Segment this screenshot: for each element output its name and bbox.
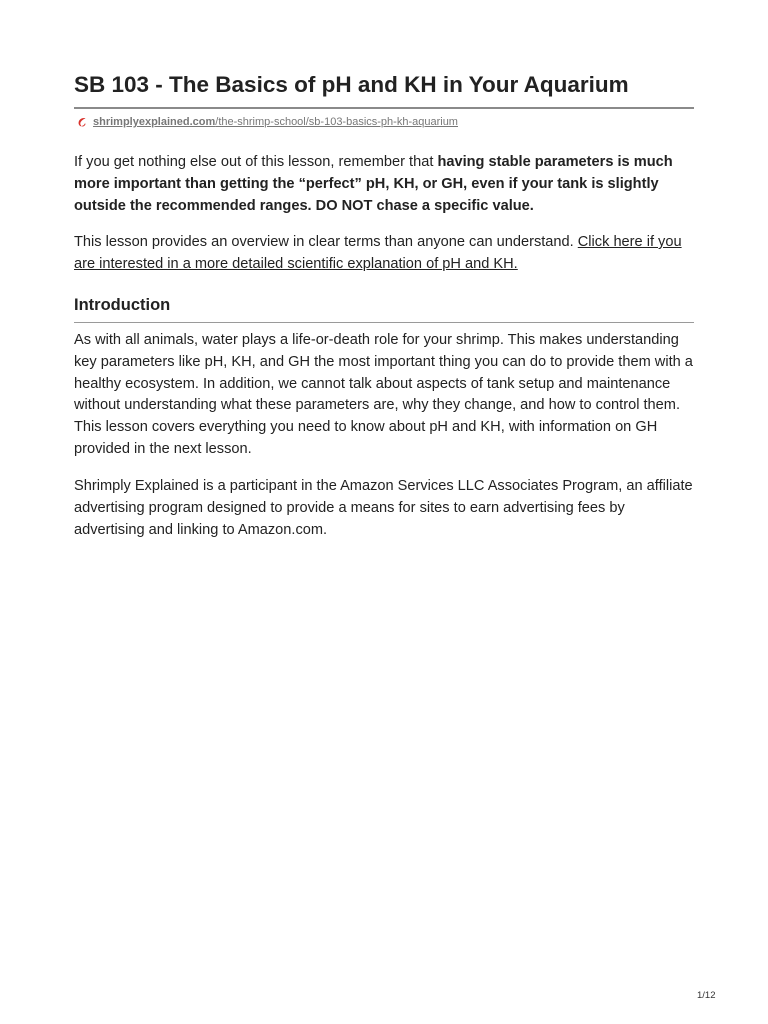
detailed-explanation-link[interactable]: Click here if you are interested in a more detailed scientific explanation of pH and KH. — [74, 234, 682, 272]
page-number: 1/12 — [697, 990, 716, 1001]
source-link[interactable] — [93, 115, 458, 129]
affiliate-disclosure-paragraph: Shrimply Explained is a participant in the Amazon Services LLC Associates Program, an affiliate advertising program designed to provide a means for sites to earn advertising fees by advertising and linking to Amazon.com. — [74, 478, 693, 538]
source-domain: shrimplyexplained.com — [93, 116, 216, 128]
overview-text: This lesson provides an overview in clear terms than anyone can understand. — [74, 234, 578, 250]
introduction-paragraph: As with all animals, water plays a life-or-death role for your shrimp. This makes understanding key parameters like pH, KH, and GH the most important thing you can do to provide them with a healthy ecosystem. In addition, we cannot talk about aspects of tank setup and maintenance without understanding what these parameters are, why they change, and how to control them. This lesson covers everything you need to know about pH and KH, with information on GH provided in the next lesson. — [74, 332, 693, 457]
shrimp-logo-icon — [76, 116, 88, 128]
intro-paragraph — [74, 152, 694, 217]
section-heading: Introduction — [74, 296, 171, 314]
intro-bold-text: having stable parameters is much more important than getting the “perfect” pH, KH, or GH, even if your tank is slightly outside the recommended ranges. DO NOT chase a specific value. — [74, 154, 673, 214]
source-url — [76, 115, 458, 129]
title-divider — [74, 107, 694, 109]
section-divider — [74, 322, 694, 323]
intro-lead-text: If you get nothing else out of this lesson, remember that — [74, 154, 438, 170]
source-path: /the-shrimp-school/sb-103-basics-ph-kh-aquarium — [215, 116, 458, 128]
overview-paragraph — [74, 232, 694, 276]
page-title: SB 103 - The Basics of pH and KH in Your Aquarium — [74, 72, 629, 97]
